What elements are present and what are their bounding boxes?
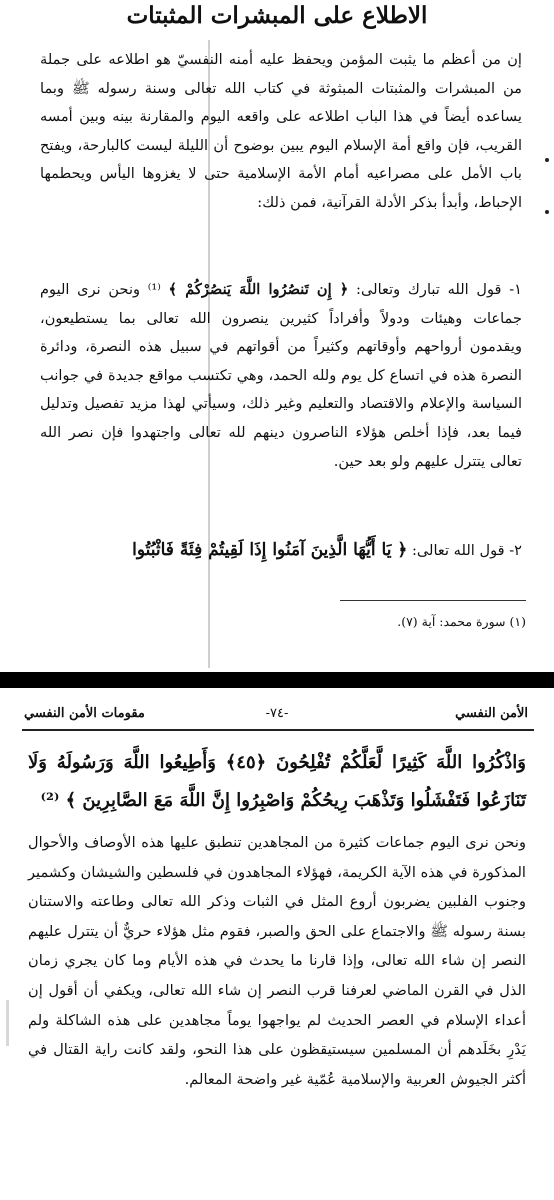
margin-mark (545, 210, 549, 214)
margin-mark (545, 158, 549, 162)
item-2-paragraph (40, 536, 522, 566)
item-1-intro: ١- قول الله تبارك وتعالى: (348, 281, 523, 298)
running-header-right: الأمن النفسي (455, 706, 528, 721)
body-paragraph: ونحن نرى اليوم جماعات كثيرة من المجاهدين تنطبق عليها هذه الأوصاف والأحوال المذكورة في هذه الآية الكريمة، فهؤلاء المجاهدون في فلسطين والشيشان وكشمير وجنوب الفلبين يضربون أروع المثل في الثبات وذكر الله تعالى وطاعته والاستنان بسنة رسوله ﷺ والاجتماع على الحق والصبر، فقوم مثل هؤلاء حريٌّ أن يتترل عليهم النصر إن شاء الله تعالى، وإذا قارنا ما يحدث في هذه الأيام وما كان يجري زمان الذل في القرن الماضي لعرفنا قرب النصر إن شاء الله تعالى، ويكفي أن أقول إن أعداء الإسلام في العصر الحديث لم يواجهوا يوماً مجاهدين على هذه الشاكلة ولم يَدْرِ بخَلَدهم أن المسلمين سيستيقظون على هذا النحو، ولقد كانت راية القتال في أكثر الجيوش العربية والإسلامية عُمّية غير واضحة المعالم. (28, 834, 526, 1088)
item-1-paragraph (40, 276, 522, 476)
footnote: (١) سورة محمد: آية (٧). (397, 614, 526, 629)
page-number: -٧٤- (265, 706, 289, 721)
footnote-divider (340, 600, 526, 601)
page-title: الاطلاع على المبشرات المثبتات (126, 2, 428, 29)
page-separator (0, 672, 554, 688)
header-rule (22, 729, 534, 731)
item-1-body: ونحن نرى اليوم جماعات وهيئات ودولاً وأفراداً كثيرين ينصرون الله تعالى بما يستطيعون، ويقدمون أرواحهم وأوقاتهم وكثيراً من أقواتهم في سبيل هذه النصرة، ودائرة النصرة هذه في اتساع كل يوم ولله الحمد، وهي تكتسب مواقع جديدة في جوانب السياسة والإعلام والاقتصاد والتعليم وغير ذلك، وسيأتي لهذا مزيد تفصيل وتدليل فيما بعد، فإذا أخلص هؤلاء الناصرون دينهم لله تعالى واجتهدوا فإن نصر الله تعالى يتترل عليهم ولو بعد حين. (40, 281, 522, 470)
bottom-page (0, 688, 554, 1200)
footnote-ref-1: ⁽¹⁾ (140, 281, 169, 298)
scan-smudge (6, 1000, 9, 1046)
item-2-verse: ﴿ يَا أَيُّهَا الَّذِينَ آمَنُوا إِذَا لَقِيتُمْ فِئَةً فَاثْبُتُوا (132, 540, 408, 560)
verse-continuation: وَاذْكُرُوا اللَّهَ كَثِيرًا لَّعَلَّكُمْ تُفْلِحُونَ ﴿٤٥﴾ وَأَطِيعُوا اللَّهَ وَرَسُولَهُ وَلَا تَنَازَعُوا فَتَفْشَلُوا وَتَذْهَبَ رِيحُكُمْ وَاصْبِرُوا إِنَّ اللَّهَ مَعَ الصَّابِرِينَ ﴾ ⁽²⁾ (28, 752, 526, 811)
running-header-left: مقومات الأمن النفسي (24, 706, 145, 721)
item-1-verse: ﴿ إِن تَنصُرُوا اللَّهَ يَنصُرْكُمْ ﴾ (168, 281, 349, 298)
intro-paragraph: إن من أعظم ما يثبت المؤمن ويحفظ عليه أمنه النفسيّ هو اطلاعه على جملة من المبشرات والمثبتات المبثوثة في كتاب الله تعالى وسنة رسوله ﷺ وبما يساعده أيضاً في هذا الباب اطلاعه على واقعه اليوم والمقارنة بينه وبين أمسه القريب، فإن واقع أمة الإسلام اليوم يبين بوضوح أن الليلة ليست كالبارحة، ويفتح باب الأمل على مصراعيه أمام الأمة الإسلامية حتى لا يغزوها اليأس ويحطمها الإحباط، وأبدأ بذكر الأدلة القرآنية، فمن ذلك: (40, 51, 522, 211)
item-2-intro: ٢- قول الله تعالى: (407, 542, 522, 559)
